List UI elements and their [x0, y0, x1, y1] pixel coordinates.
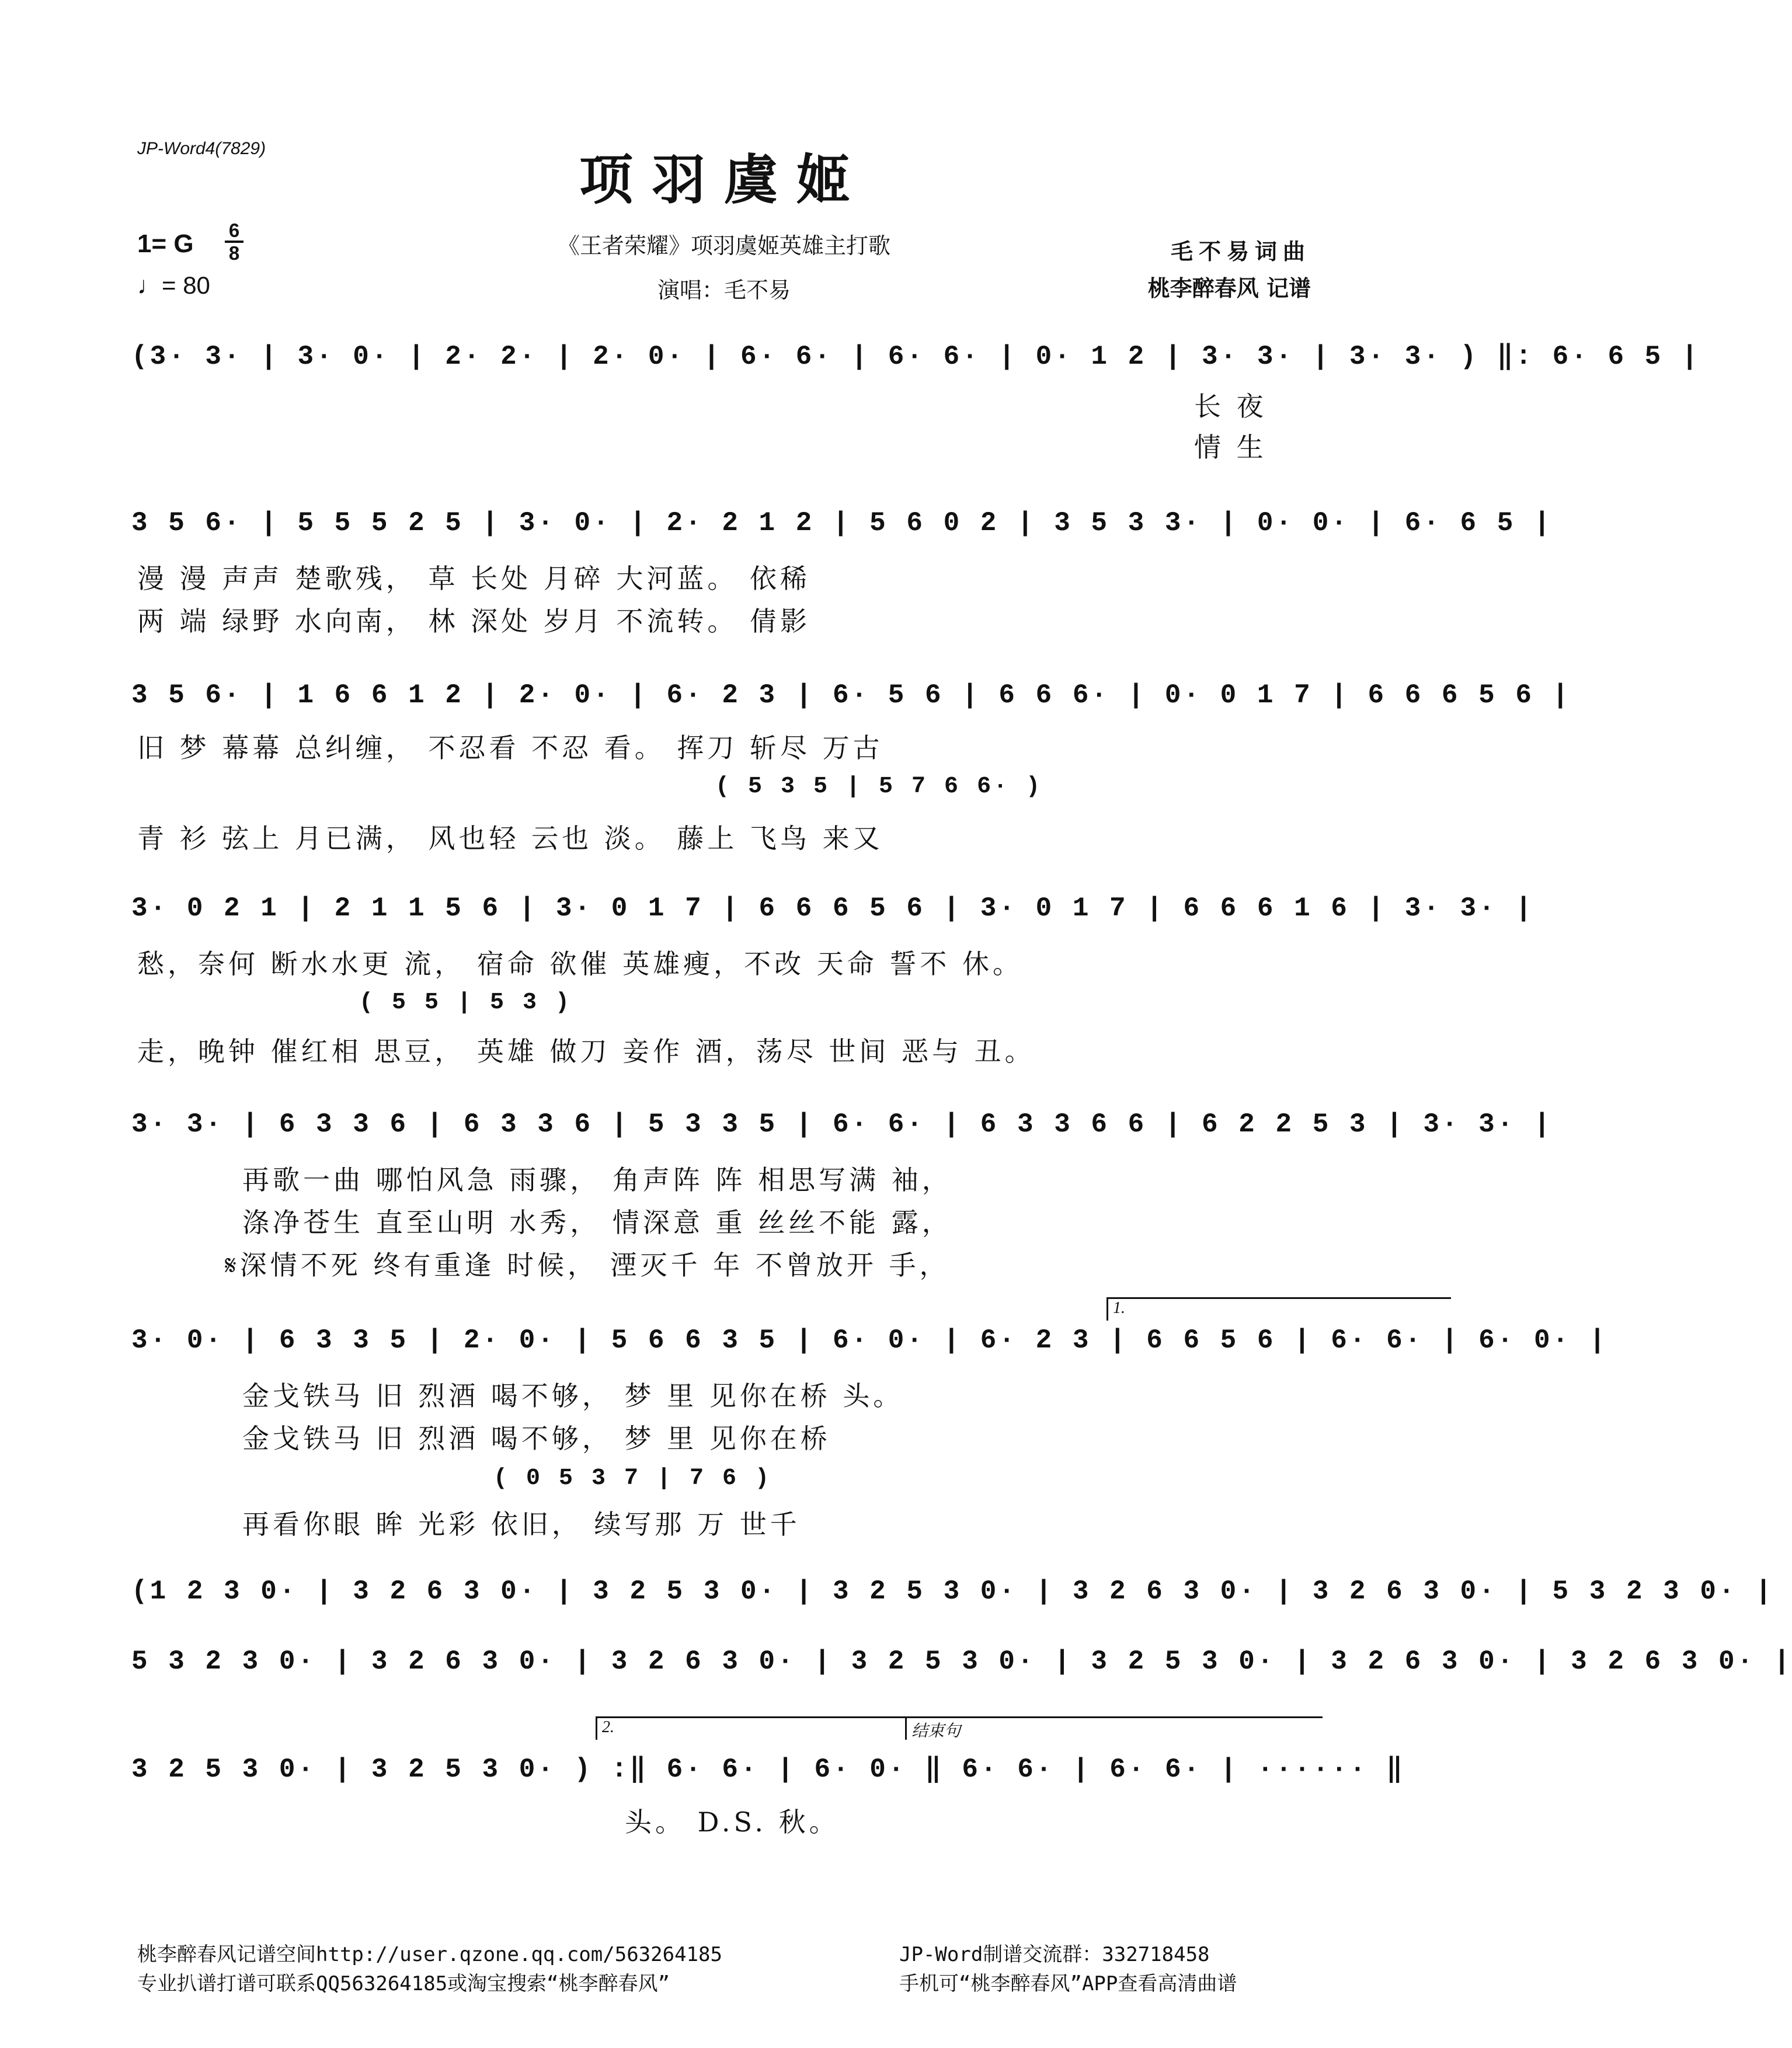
- variant-notes: ( 5 3 5 | 5 7 6 6· ): [715, 774, 1043, 800]
- time-signature-top: 6: [228, 220, 240, 241]
- lyric-line-1: 金戈铁马 旧 烈酒 喝不够， 梦 里 见你在桥 头。: [242, 1380, 904, 1412]
- lyric-line-2: 两 端 绿野 水向南， 林 深处 岁月 不流转。 倩影: [137, 605, 810, 637]
- lyric-line-1: 旧 梦 幕幕 总纠缠， 不忍看 不忍 看。 挥刀 斩尽 万古: [137, 732, 883, 764]
- key-signature: 1= G: [137, 229, 194, 258]
- singer-credit: 演唱：毛不易: [657, 277, 791, 303]
- song-subtitle: 《王者荣耀》项羽虞姬英雄主打歌: [557, 233, 890, 259]
- song-title: 项羽虞姬: [579, 149, 869, 211]
- footer-left-line-1: 桃李醉春风记谱空间http://user.qzone.qq.com/563264185: [137, 1943, 722, 1966]
- notes-row: 3 5 6· | 1 6 6 1 2 | 2· 0· | 6· 2 3 | 6· 5 6 | 6 6 6· | 0· 0 1 7 | 6 6 6 5 6 |: [131, 680, 1571, 710]
- notes-row: 5 3 2 3 0· | 3 2 6 3 0· | 3 2 6 3 0· | 3 2 5 3 0· | 3 2 5 3 0· | 3 2 6 3 0· | 3 2 6 3 0· |: [131, 1646, 1792, 1677]
- lyric-line-1: 头。 D.S. 秋。: [625, 1806, 840, 1838]
- lyric-line-1: 长 夜: [1194, 391, 1267, 422]
- notes-row: (1 2 3 0· | 3 2 6 3 0· | 3 2 5 3 0· | 3 2 5 3 0· | 3 2 6 3 0· | 3 2 6 3 0· | 5 3 2 3 0· |: [131, 1576, 1774, 1607]
- notes-row: 3 2 5 3 0· | 3 2 5 3 0· ) :‖ 6· 6· | 6· 0· ‖ 6· 6· | 6· 6· | ······ ‖: [131, 1754, 1405, 1785]
- lyric-line-2: 走，晚钟 催红相 思豆， 英雄 做刀 妾作 酒，荡尽 世间 恶与 丑。: [137, 1036, 1035, 1067]
- footer-right-line-2: 手机可“桃李醉春风”APP查看高清曲谱: [899, 1972, 1237, 1995]
- lyric-line-1: 愁，奈何 断水水更 流， 宿命 欲催 英雄瘦，不改 天命 誓不 休。: [137, 948, 1023, 980]
- footer-left-line-2: 专业扒谱打谱可联系QQ563264185或淘宝搜索“桃李醉春风”: [137, 1972, 670, 1995]
- footer-right-line-1: JP-Word制谱交流群：332718458: [899, 1943, 1210, 1966]
- notes-row: 3· 3· | 6 3 3 6 | 6 3 3 6 | 5 3 3 5 | 6· 6· | 6 3 3 6 6 | 6 2 2 5 3 | 3· 3· |: [131, 1109, 1553, 1140]
- time-signature-bottom: 8: [228, 242, 240, 264]
- lyric-line-1: 漫 漫 声声 楚歌残， 草 长处 月碎 大河蓝。 依稀: [137, 563, 810, 594]
- lyric-line-3: 再看你眼 眸 光彩 依旧， 续写那 万 世千: [242, 1509, 801, 1540]
- time-signature: [225, 221, 243, 263]
- lyric-line-2: 涤净苍生 直至山明 水秀， 情深意 重 丝丝不能 露，: [242, 1207, 952, 1238]
- transcriber-credit: 桃李醉春风 记谱: [1147, 275, 1311, 301]
- lyric-line-2: 情 生: [1194, 431, 1267, 463]
- lyric-line-3: 𝄋深情不死 终有重逢 时候， 湮灭千 年 不曾放开 手，: [225, 1249, 950, 1281]
- tempo-marking: ♩= 80: [137, 271, 210, 299]
- software-label: JP-Word4(7829): [137, 139, 266, 158]
- lyric-line-2: 金戈铁马 旧 烈酒 喝不够， 梦 里 见你在桥: [242, 1423, 831, 1454]
- coda-bracket: 结束句: [905, 1716, 1323, 1740]
- notes-row: 3· 0 2 1 | 2 1 1 5 6 | 3· 0 1 7 | 6 6 6 5 6 | 3· 0 1 7 | 6 6 6 1 6 | 3· 3· |: [131, 893, 1534, 924]
- second-ending-bracket: 2.: [596, 1716, 1036, 1740]
- notes-row: 3 5 6· | 5 5 5 2 5 | 3· 0· | 2· 2 1 2 | 5 6 0 2 | 3 5 3 3· | 0· 0· | 6· 6 5 |: [131, 508, 1553, 538]
- first-ending-bracket: 1.: [1106, 1297, 1451, 1321]
- variant-notes: ( 0 5 3 7 | 7 6 ): [493, 1465, 772, 1492]
- lyric-line-1: 再歌一曲 哪怕风急 雨骤， 角声阵 阵 相思写满 袖，: [242, 1164, 952, 1196]
- lyricist-credit: 毛不易词曲: [1170, 238, 1311, 264]
- lyric-line-2: 青 衫 弦上 月已满， 风也轻 云也 淡。 藤上 飞鸟 来又: [137, 823, 883, 854]
- notes-row: 3· 0· | 6 3 3 5 | 2· 0· | 5 6 6 3 5 | 6· 0· | 6· 2 3 | 6 6 5 6 | 6· 6· | 6· 0· |: [131, 1325, 1608, 1356]
- notes-row: (3· 3· | 3· 0· | 2· 2· | 2· 0· | 6· 6· | 6· 6· | 0· 1 2 | 3· 3· | 3· 3· ) ‖: 6· 6 5 |: [131, 342, 1700, 372]
- variant-notes: ( 5 5 | 5 3 ): [359, 990, 572, 1016]
